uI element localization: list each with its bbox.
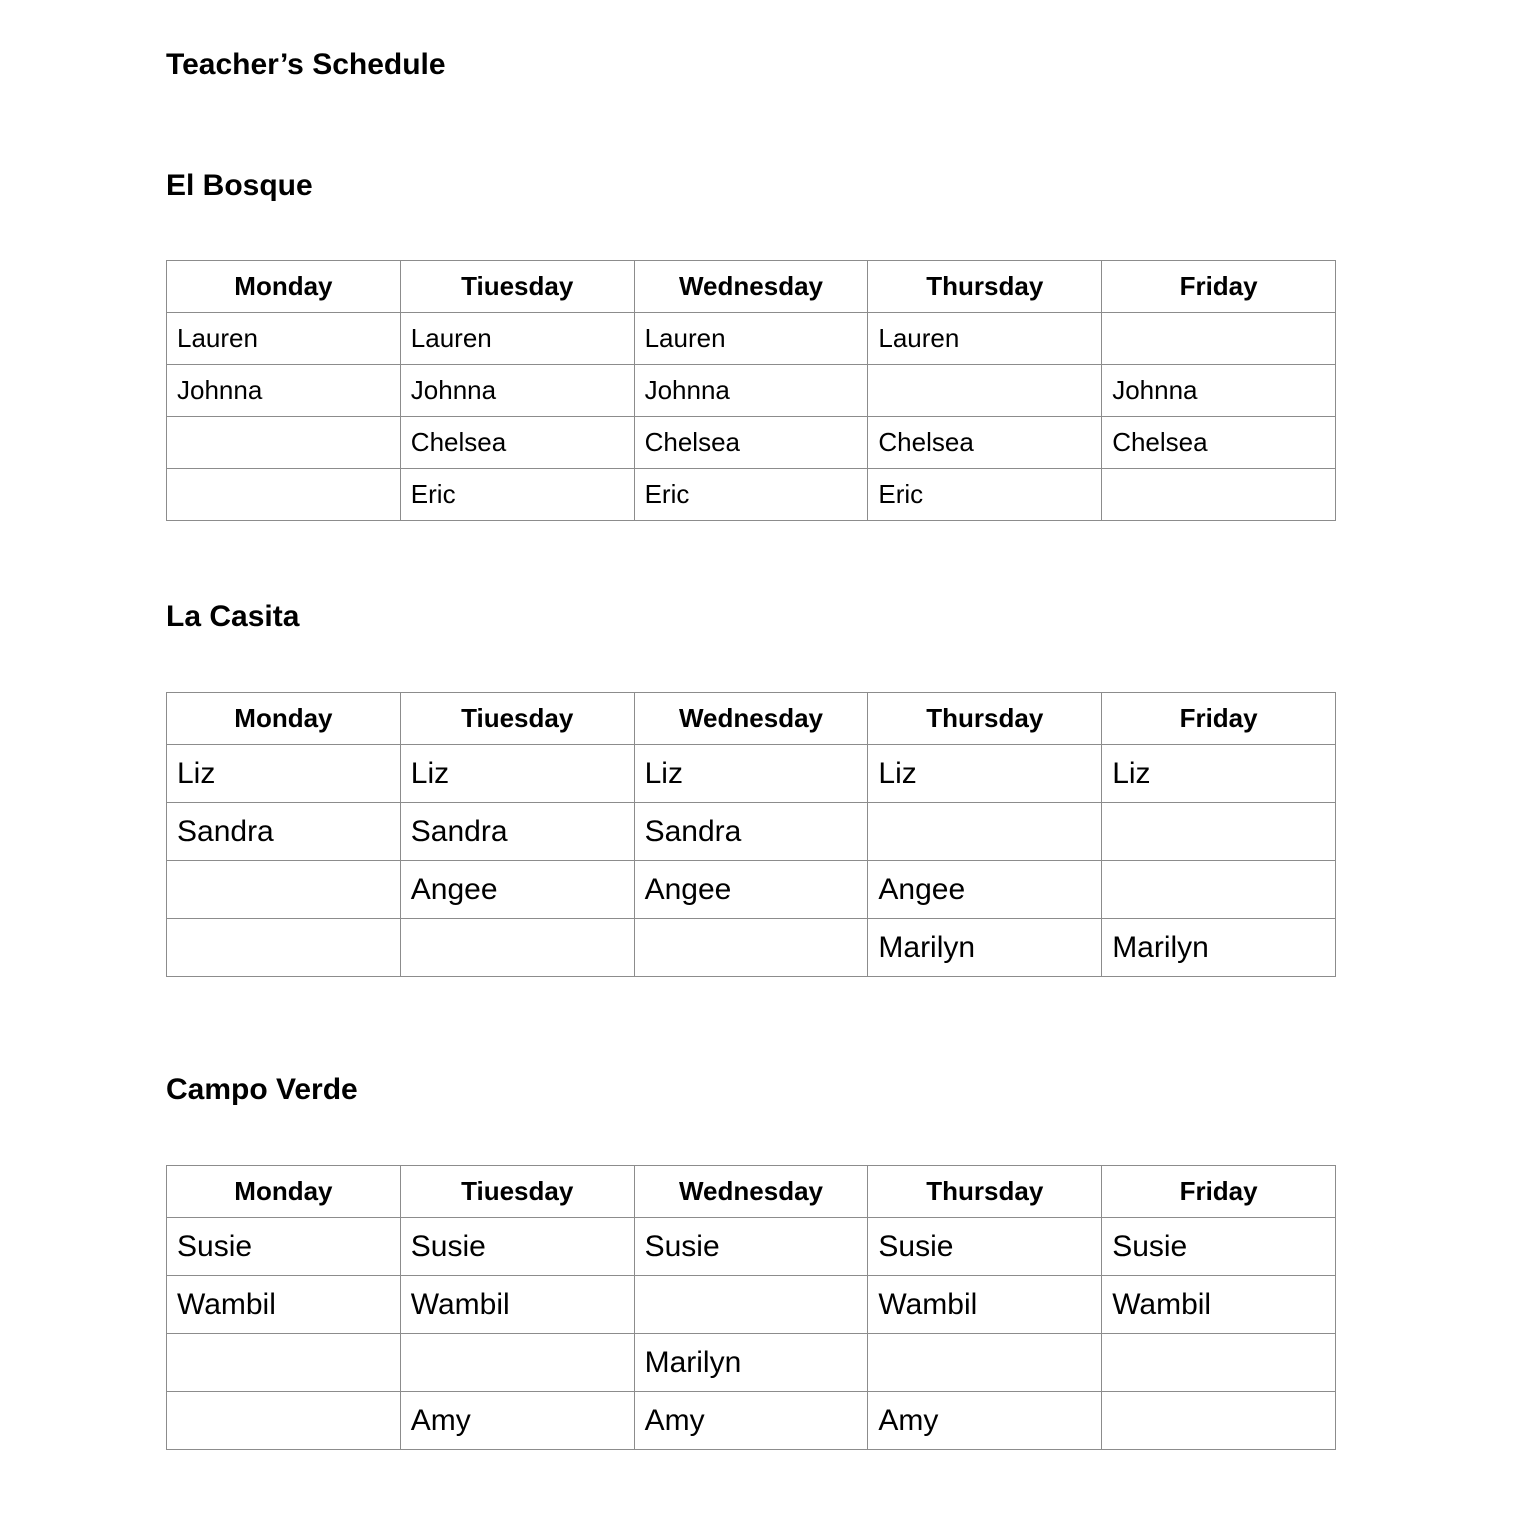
table-cell [1102, 313, 1336, 365]
column-header-tuesday: Tiuesday [400, 693, 634, 745]
table-cell: Marilyn [868, 919, 1102, 977]
table-cell: Wambil [1102, 1276, 1336, 1334]
table-cell: Susie [1102, 1218, 1336, 1276]
table-row [167, 365, 1336, 417]
table-cell: Susie [634, 1218, 868, 1276]
table-cell [634, 1276, 868, 1334]
schedule-table-el-bosque [166, 260, 1336, 521]
section-title-el-bosque: El Bosque [166, 169, 313, 202]
column-header-friday: Friday [1102, 1166, 1336, 1218]
column-header-monday: Monday [167, 693, 401, 745]
schedule-table-campo-verde [166, 1165, 1336, 1450]
table-cell: Eric [868, 469, 1102, 521]
table-cell: Angee [868, 861, 1102, 919]
table-cell: Lauren [400, 313, 634, 365]
table-row [167, 1392, 1336, 1450]
table-cell: Angee [634, 861, 868, 919]
table-cell: Susie [167, 1218, 401, 1276]
column-header-thursday: Thursday [868, 693, 1102, 745]
table-cell: Sandra [167, 803, 401, 861]
table-cell [167, 469, 401, 521]
section-title-campo-verde: Campo Verde [166, 1073, 358, 1106]
table-cell: Susie [400, 1218, 634, 1276]
table-cell [167, 861, 401, 919]
table-cell [400, 1334, 634, 1392]
table-cell: Chelsea [634, 417, 868, 469]
table-cell: Angee [400, 861, 634, 919]
column-header-thursday: Thursday [868, 261, 1102, 313]
table-cell: Liz [1102, 745, 1336, 803]
schedule-table-la-casita [166, 692, 1336, 977]
table-cell: Sandra [634, 803, 868, 861]
table-row [167, 313, 1336, 365]
table-row [167, 1218, 1336, 1276]
table-cell: Eric [634, 469, 868, 521]
table-row [167, 745, 1336, 803]
table-cell: Sandra [400, 803, 634, 861]
table-cell [400, 919, 634, 977]
column-header-thursday: Thursday [868, 1166, 1102, 1218]
column-header-wednesday: Wednesday [634, 261, 868, 313]
table-header-row [167, 261, 1336, 313]
table-cell [868, 365, 1102, 417]
table-cell [167, 417, 401, 469]
table-cell [167, 1392, 401, 1450]
table-cell: Lauren [868, 313, 1102, 365]
table-cell [167, 1334, 401, 1392]
column-header-monday: Monday [167, 1166, 401, 1218]
table-cell: Amy [868, 1392, 1102, 1450]
table-row [167, 803, 1336, 861]
table-row [167, 417, 1336, 469]
column-header-wednesday: Wednesday [634, 693, 868, 745]
table-cell: Susie [868, 1218, 1102, 1276]
table-cell [1102, 1392, 1336, 1450]
page-title: Teacher’s Schedule [166, 48, 446, 81]
table-row [167, 469, 1336, 521]
section-title-la-casita: La Casita [166, 600, 300, 633]
column-header-tuesday: Tiuesday [400, 261, 634, 313]
column-header-friday: Friday [1102, 693, 1336, 745]
table-cell [868, 1334, 1102, 1392]
table-row [167, 1276, 1336, 1334]
table-cell: Wambil [400, 1276, 634, 1334]
table-cell: Wambil [167, 1276, 401, 1334]
table-row [167, 861, 1336, 919]
table-cell: Lauren [634, 313, 868, 365]
table-cell [1102, 469, 1336, 521]
table-cell: Liz [634, 745, 868, 803]
table-cell: Eric [400, 469, 634, 521]
table-cell: Liz [400, 745, 634, 803]
table-cell [868, 803, 1102, 861]
table-cell: Amy [400, 1392, 634, 1450]
table-cell: Wambil [868, 1276, 1102, 1334]
column-header-wednesday: Wednesday [634, 1166, 868, 1218]
table-row [167, 919, 1336, 977]
table-cell [1102, 1334, 1336, 1392]
table-cell: Johnna [1102, 365, 1336, 417]
table-cell: Amy [634, 1392, 868, 1450]
table-cell [1102, 803, 1336, 861]
table-cell [1102, 861, 1336, 919]
table-cell: Marilyn [1102, 919, 1336, 977]
table-cell: Chelsea [400, 417, 634, 469]
table-cell: Johnna [400, 365, 634, 417]
table-cell [634, 919, 868, 977]
column-header-tuesday: Tiuesday [400, 1166, 634, 1218]
table-row [167, 1334, 1336, 1392]
table-cell: Johnna [167, 365, 401, 417]
table-cell: Lauren [167, 313, 401, 365]
table-cell: Chelsea [1102, 417, 1336, 469]
column-header-monday: Monday [167, 261, 401, 313]
table-cell: Liz [167, 745, 401, 803]
table-cell [167, 919, 401, 977]
table-cell: Chelsea [868, 417, 1102, 469]
table-header-row [167, 1166, 1336, 1218]
column-header-friday: Friday [1102, 261, 1336, 313]
table-header-row [167, 693, 1336, 745]
table-cell: Marilyn [634, 1334, 868, 1392]
table-cell: Johnna [634, 365, 868, 417]
table-cell: Liz [868, 745, 1102, 803]
